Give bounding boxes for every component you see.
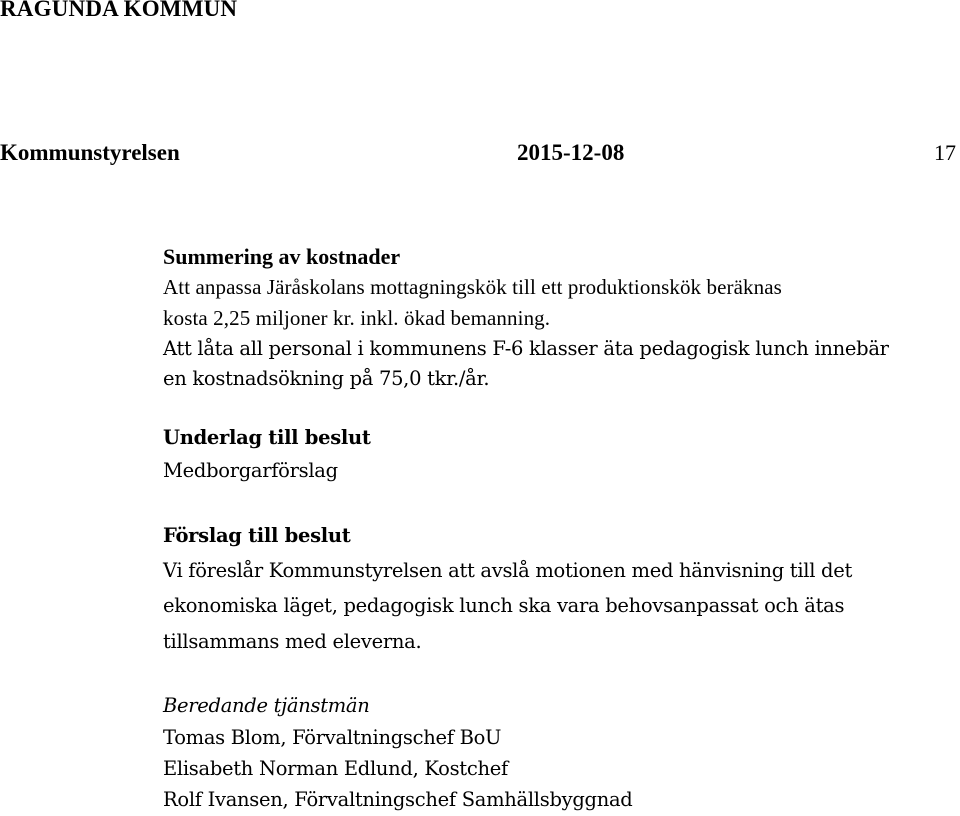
cost-summary-line: kosta 2,25 miljoner kr. inkl. ökad bemanning. <box>163 306 551 330</box>
official-entry: Elisabeth Norman Edlund, Kostchef <box>163 757 508 780</box>
cost-summary-heading: Summering av kostnader <box>163 244 401 269</box>
proposal-line: tillsammans med eleverna. <box>163 630 422 653</box>
cost-summary-line: Att låta all personal i kommunens F-6 klasser äta pedagogisk lunch innebär <box>163 337 889 360</box>
organization-name: RAGUNDA KOMMUN <box>0 0 238 21</box>
official-entry: Rolf Ivansen, Förvaltningschef Samhällsbyggnad <box>163 788 633 811</box>
meeting-date: 2015-12-08 <box>517 140 625 165</box>
page-number: 17 <box>934 140 956 165</box>
cost-summary-line: Att anpassa Järåskolans mottagningskök till ett produktionskök beräknas <box>163 275 782 299</box>
official-entry: Tomas Blom, Förvaltningschef BoU <box>163 726 502 749</box>
proposal-heading: Förslag till beslut <box>163 524 351 547</box>
decision-basis-text: Medborgarförslag <box>163 459 338 482</box>
proposal-line: ekonomiska läget, pedagogisk lunch ska vara behovsanpassat och ätas <box>163 594 845 617</box>
cost-summary-line: en kostnadsökning på 75,0 tkr./år. <box>163 367 490 390</box>
officials-heading: Beredande tjänstmän <box>163 694 370 717</box>
committee-name: Kommunstyrelsen <box>0 140 180 165</box>
decision-basis-heading: Underlag till beslut <box>163 426 371 449</box>
proposal-line: Vi föreslår Kommunstyrelsen att avslå motionen med hänvisning till det <box>163 559 852 582</box>
